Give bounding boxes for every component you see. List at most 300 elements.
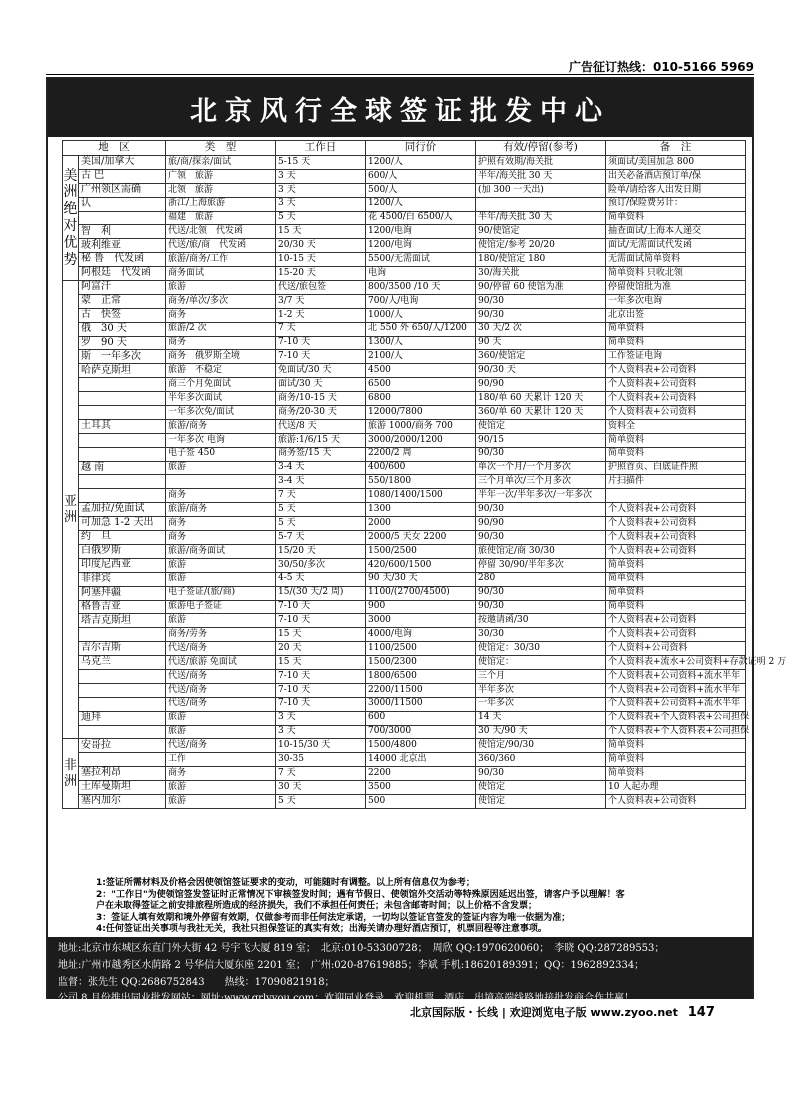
workdays-cell: 免面试/30 天 [276, 364, 366, 378]
remarks-cell: 无需面试简单资料 [606, 253, 746, 267]
remarks-cell: 个人资料表+公司资料 [606, 503, 746, 517]
region-cell [79, 211, 166, 225]
remarks-cell: 护照首页、白底证件照 [606, 461, 746, 475]
workdays-cell: 3 天 [276, 169, 366, 183]
remarks-cell: 片扫描件 [606, 475, 746, 489]
price-cell: 3000/11500 [366, 697, 476, 711]
table-row [63, 711, 746, 725]
workdays-cell: 商务/20-30 天 [276, 406, 366, 420]
remarks-cell: 个人资料表+个人资料表+公司担保 [606, 725, 746, 739]
type-cell: 旅游/商务 [166, 419, 276, 433]
price-cell: 1000/人 [366, 308, 476, 322]
table-row [63, 336, 746, 350]
remarks-cell: 简单资料 [606, 433, 746, 447]
validity-cell: 一年多次 [476, 697, 606, 711]
validity-cell: 使馆定 [476, 781, 606, 795]
table-header-row [63, 141, 746, 156]
remarks-cell [606, 489, 746, 503]
top-rule [46, 74, 754, 75]
remarks-cell: 简单资料 [606, 572, 746, 586]
remarks-cell: 停留使馆批为准 [606, 281, 746, 295]
type-cell: 旅游 [166, 281, 276, 295]
table-row [63, 253, 746, 267]
type-cell: 代送/商务 [166, 642, 276, 656]
table-row [63, 503, 746, 517]
region-cell [79, 406, 166, 420]
remarks-cell: 一年多次电询 [606, 294, 746, 308]
table-row [63, 600, 746, 614]
validity-cell: 30/30 [476, 628, 606, 642]
remarks-cell: 简单资料 [606, 586, 746, 600]
note-line: 户在未取得签证之前安排旅程所造成的经济损失，我们不承担任何责任；未包含邮寄时间；以上价格不含发票； [96, 901, 538, 912]
validity-cell: 单次一个月/一个月多次 [476, 461, 606, 475]
region-cell: 土库曼斯坦 [79, 781, 166, 795]
remarks-cell: 个人资料表+公司资料+流水半年 [606, 683, 746, 697]
table-row [63, 781, 746, 795]
type-cell: 代送/商务 [166, 683, 276, 697]
contact-text: ；欢迎同业登录，欢迎机票，酒店，出境高端线路地接批发商合作共赢！ [314, 993, 635, 1005]
type-cell: 代送/旅游 免面试 [166, 656, 276, 670]
workdays-cell: 商务签/15 天 [276, 447, 366, 461]
price-cell: 1200/人 [366, 156, 476, 170]
type-cell: 旅游 [166, 794, 276, 808]
validity-cell: 90/90 [476, 378, 606, 392]
workdays-cell: 3-4 天 [276, 475, 366, 489]
remarks-cell: 个人资料表+公司资料 [606, 794, 746, 808]
price-cell: 500/人 [366, 183, 476, 197]
remarks-cell: 简单资料 只收北领 [606, 267, 746, 281]
price-cell: 600 [366, 711, 476, 725]
note-line: 1:签证所需材料及价格会因使领馆签证要求的变动，可能随时有调整。以上所有信息仅为参考； [96, 878, 475, 888]
type-cell: 旅游/商务 [166, 503, 276, 517]
region-cell [79, 392, 166, 406]
type-cell: 半年多次面试 [166, 392, 276, 406]
header-remarks: 备 注 [606, 141, 746, 156]
price-cell: 2200/2 周 [366, 447, 476, 461]
validity-cell: 使馆定：30/30 [476, 642, 606, 656]
table-row [63, 433, 746, 447]
table-row [63, 308, 746, 322]
workdays-cell: 10-15 天 [276, 253, 366, 267]
type-cell [166, 475, 276, 489]
type-cell: 代送/商务 [166, 739, 276, 753]
validity-cell: 90/停留 60 使馆为准 [476, 281, 606, 295]
region-cell: 蒙 正常 [79, 294, 166, 308]
price-cell: 2200 [366, 767, 476, 781]
validity-cell: 360/单 60 天累计 120 天 [476, 406, 606, 420]
workdays-cell: 15 天 [276, 628, 366, 642]
table-row [63, 197, 746, 211]
region-cell: 阿富汗 [79, 281, 166, 295]
validity-cell: 半年多次 [476, 683, 606, 697]
region-cell: 俄 30 天 [79, 322, 166, 336]
remarks-cell: 简单资料 [606, 447, 746, 461]
contact-line: 地址:北京市东城区东直门外大街 42 号宇飞大厦 819 室； 北京:010-53300728； 周欣 QQ:1970620060； 李晓 QQ:287289553； [58, 943, 665, 954]
region-cell [79, 489, 166, 503]
price-cell: 4000/电询 [366, 628, 476, 642]
remarks-cell: 须面试/美国加急 800 [606, 156, 746, 170]
type-cell: 旅游 [166, 558, 276, 572]
region-cell: 吉尔吉斯 [79, 642, 166, 656]
workdays-cell: 5 天 [276, 211, 366, 225]
note-line: 2："工作日"为使领馆签发签证时正常情况下审核签发时间；遇有节假日、使领馆外交活动等特殊原因延迟出签，请客户予以理解！客 [96, 889, 625, 900]
region-cell: 智 利 [79, 225, 166, 239]
table-row [63, 586, 746, 600]
price-cell: 1200/电询 [366, 239, 476, 253]
price-cell: 6500 [366, 378, 476, 392]
price-cell: 电询 [366, 267, 476, 281]
region-cell: 越 南 [79, 461, 166, 475]
remarks-cell: 抽查面试/上海本人递交 [606, 225, 746, 239]
table-row [63, 767, 746, 781]
price-cell: 400/600 [366, 461, 476, 475]
region-cell: 阿根廷 代发函 [79, 267, 166, 281]
validity-cell: 14 天 [476, 711, 606, 725]
type-cell: 北领 旅游 [166, 183, 276, 197]
type-cell: 旅游 [166, 711, 276, 725]
remarks-cell: 工作签证电询 [606, 350, 746, 364]
table-row [63, 697, 746, 711]
validity-cell: 使馆定/参考 20/20 [476, 239, 606, 253]
price-cell: 3500 [366, 781, 476, 795]
table-row [63, 725, 746, 739]
workdays-cell: 3 天 [276, 197, 366, 211]
validity-cell: 半年/海关批 30 天 [476, 211, 606, 225]
workdays-cell: 7-10 天 [276, 669, 366, 683]
workdays-cell: 7-10 天 [276, 614, 366, 628]
validity-cell: 90/30 [476, 531, 606, 545]
table-row [63, 794, 746, 808]
table-row [63, 447, 746, 461]
region-cell: 土耳其 [79, 419, 166, 433]
price-cell: 1800/6500 [366, 669, 476, 683]
continent-label: 美洲绝对优势 [63, 156, 79, 281]
table-row [63, 419, 746, 433]
price-cell: 1500/2300 [366, 656, 476, 670]
workdays-cell: 代送/旅包签 [276, 281, 366, 295]
table-row [63, 378, 746, 392]
remarks-cell: 简单资料 [606, 558, 746, 572]
table-body [63, 156, 787, 809]
type-cell: 商务 俄罗斯全境 [166, 350, 276, 364]
price-cell: 550/1800 [366, 475, 476, 489]
workdays-cell: 5-15 天 [276, 156, 366, 170]
type-cell: 商务面试 [166, 267, 276, 281]
table-row [63, 350, 746, 364]
price-cell: 800/3500 /10 天 [366, 281, 476, 295]
page-number: 147 [687, 1005, 715, 1020]
region-cell: 塞拉利昂 [79, 767, 166, 781]
workdays-cell: 15 天 [276, 656, 366, 670]
type-cell: 旅游/商务面试 [166, 544, 276, 558]
remarks-cell: 简单资料 [606, 753, 746, 767]
price-cell: 4500 [366, 364, 476, 378]
validity-cell: 使馆定： [476, 656, 606, 670]
table-row [63, 239, 746, 253]
type-cell: 商三个月免面试 [166, 378, 276, 392]
remarks-cell: 简单资料 [606, 739, 746, 753]
workdays-cell: 代送/8 天 [276, 419, 366, 433]
table-row [63, 406, 746, 420]
header-validity: 有效/停留(参考) [476, 141, 606, 156]
workdays-cell: 7-10 天 [276, 336, 366, 350]
workdays-cell: 3/7 天 [276, 294, 366, 308]
price-cell: 3000 [366, 614, 476, 628]
validity-cell: 90/30 [476, 503, 606, 517]
table-row [63, 544, 746, 558]
workdays-cell: 7 天 [276, 322, 366, 336]
remarks-cell: 个人资料表+公司资料 [606, 406, 746, 420]
region-cell: 广州领区需确 [79, 183, 166, 197]
remarks-cell: 预订/保险费另计： [606, 197, 746, 211]
remarks-cell: 个人资料+公司资料 [606, 642, 746, 656]
workdays-cell: 30-35 [276, 753, 366, 767]
region-cell: 认 [79, 197, 166, 211]
validity-cell: 180/单 60 天累计 120 天 [476, 392, 606, 406]
validity-cell: 90/90 [476, 517, 606, 531]
table-row [63, 614, 746, 628]
region-cell: 美国/加拿大 [79, 156, 166, 170]
validity-cell: 30 天/90 天 [476, 725, 606, 739]
visa-table [62, 140, 787, 809]
type-cell: 旅游 [166, 781, 276, 795]
page-footer: 北京国际版・长线 | 欢迎浏览电子版 www.zyoo.net 147 [410, 1005, 715, 1020]
workdays-cell: 1-2 天 [276, 308, 366, 322]
price-cell: 2200/11500 [366, 683, 476, 697]
type-cell: 旅游/2 次 [166, 322, 276, 336]
region-cell [79, 447, 166, 461]
validity-cell: 半年一次/半年多次/一年多次 [476, 489, 606, 503]
workdays-cell: 10-15/30 天 [276, 739, 366, 753]
validity-cell: 90/30 [476, 767, 606, 781]
type-cell: 旅游 [166, 572, 276, 586]
table-row [63, 225, 746, 239]
table-row [63, 281, 746, 295]
workdays-cell: 3 天 [276, 711, 366, 725]
table-row [63, 656, 746, 670]
workdays-cell: 面试/30 天 [276, 378, 366, 392]
remarks-cell: 简单资料 [606, 336, 746, 350]
type-cell: 电子签 450 [166, 447, 276, 461]
region-cell: 古 巴 [79, 169, 166, 183]
price-cell: 花 4500/白 6500/人 [366, 211, 476, 225]
price-cell: 1080/1400/1500 [366, 489, 476, 503]
table-row [63, 517, 746, 531]
table-row [63, 753, 746, 767]
table-row [63, 558, 746, 572]
workdays-cell: 20 天 [276, 642, 366, 656]
price-cell: 700/3000 [366, 725, 476, 739]
price-cell: 1100/(2700/4500) [366, 586, 476, 600]
price-cell: 2100/人 [366, 350, 476, 364]
workdays-cell: 7-10 天 [276, 350, 366, 364]
table-row [63, 322, 746, 336]
validity-cell: 180/使馆定 180 [476, 253, 606, 267]
validity-cell: 停留 30/90/半年多次 [476, 558, 606, 572]
region-cell [79, 753, 166, 767]
note-line: 4:任何签证出关事项与我社无关，我社只担保签证的真实有效；出海关请办理好酒店预订，机票回程等注意事项。 [96, 924, 547, 935]
workdays-cell: 7 天 [276, 767, 366, 781]
validity-cell: 90/30 [476, 600, 606, 614]
table-row [63, 392, 746, 406]
workdays-cell: 7-10 天 [276, 697, 366, 711]
region-cell: 罗 90 天 [79, 336, 166, 350]
type-cell: 电子签证/(旅/商) [166, 586, 276, 600]
price-cell: 旅游 1000/商务 700 [366, 419, 476, 433]
contact-line: 监督：张先生 QQ:2686752843 热线：17090821918； [58, 976, 335, 988]
remarks-cell: 个人资料表+公司资料 [606, 392, 746, 406]
continent-label: 非洲 [63, 739, 79, 808]
table-row [63, 183, 746, 197]
validity-cell: 30 天/2 次 [476, 322, 606, 336]
validity-cell: 360/使馆定 [476, 350, 606, 364]
banner-title: 北京风行全球签证批发中心 [48, 79, 752, 137]
table-row [63, 169, 746, 183]
header-type: 类 型 [166, 141, 276, 156]
validity-cell: 360/360 [476, 753, 606, 767]
price-cell: 12000/7800 [366, 406, 476, 420]
region-cell [79, 683, 166, 697]
price-cell: 5500/无需面试 [366, 253, 476, 267]
type-cell: 旅游 [166, 725, 276, 739]
region-cell [79, 378, 166, 392]
type-cell: 商务 [166, 767, 276, 781]
remarks-cell: 个人资料表+公司资料 [606, 378, 746, 392]
header-workdays: 工作日 [276, 141, 366, 156]
region-cell: 孟加拉/免面试 [79, 503, 166, 517]
remarks-cell: 简单资料 [606, 322, 746, 336]
price-cell: 500 [366, 794, 476, 808]
type-cell: 旅游电子签证 [166, 600, 276, 614]
remarks-cell: 个人资料表+公司资料 [606, 628, 746, 642]
remarks-cell: 面试/无需面试代发函 [606, 239, 746, 253]
type-cell: 福建 旅游 [166, 211, 276, 225]
workdays-cell: 3 天 [276, 725, 366, 739]
remarks-cell: 险单/请给客人出发日期 [606, 183, 746, 197]
remarks-cell: 资料全 [606, 419, 746, 433]
contact-block [48, 937, 752, 1005]
table-row [63, 364, 746, 378]
type-cell: 工作 [166, 753, 276, 767]
region-cell: 格鲁吉亚 [79, 600, 166, 614]
remarks-cell: 个人资料表+公司资料 [606, 531, 746, 545]
type-cell: 商务 [166, 517, 276, 531]
type-cell: 旅游 [166, 614, 276, 628]
workdays-cell: 4-5 天 [276, 572, 366, 586]
validity-cell: 三个月 [476, 669, 606, 683]
table-row [63, 572, 746, 586]
workdays-cell: 5 天 [276, 503, 366, 517]
ad-hotline: 广告征订热线：010-5166 5969 [568, 60, 754, 74]
price-cell: 90 天/30 天 [366, 572, 476, 586]
table-row [63, 739, 746, 753]
contact-text: 公司 8 月份推出同业批发网站；网址: [58, 993, 225, 1005]
region-cell [79, 475, 166, 489]
validity-cell: 90/15 [476, 433, 606, 447]
region-cell: 迪拜 [79, 711, 166, 725]
region-cell: 阿塞拜疆 [79, 586, 166, 600]
validity-cell: 半年/海关批 30 天 [476, 169, 606, 183]
table-row [63, 489, 746, 503]
type-cell: 商务 [166, 531, 276, 545]
price-cell: 900 [366, 600, 476, 614]
price-cell: 2000/5 天女 2200 [366, 531, 476, 545]
region-cell: 约 旦 [79, 531, 166, 545]
workdays-cell: 5 天 [276, 794, 366, 808]
validity-cell: 使馆定/90/30 [476, 739, 606, 753]
remarks-cell: 个人资料表+公司资料 [606, 364, 746, 378]
workdays-cell: 3 天 [276, 183, 366, 197]
workdays-cell: 旅游:1/6/15 天 [276, 433, 366, 447]
price-cell: 700/人/电询 [366, 294, 476, 308]
type-cell: 商务 [166, 308, 276, 322]
contact-line: 地址:广州市越秀区水荫路 2 号华信大厦东座 2201 室； 广州:020-87619885；李斌 手机:18620189391；QQ：1962892334； [58, 959, 645, 971]
region-cell [79, 433, 166, 447]
price-cell: 2000 [366, 517, 476, 531]
type-cell: 一年多次免/面试 [166, 406, 276, 420]
region-cell: 菲律宾 [79, 572, 166, 586]
table-row [63, 211, 746, 225]
table-row [63, 475, 746, 489]
workdays-cell: 15/20 天 [276, 544, 366, 558]
price-cell: 1100/2500 [366, 642, 476, 656]
remarks-cell: 个人资料表+个人资料表+公司担保 [606, 711, 746, 725]
header-price: 同行价 [366, 141, 476, 156]
workdays-cell: 30 天 [276, 781, 366, 795]
remarks-cell: 北京出签 [606, 308, 746, 322]
region-cell [79, 725, 166, 739]
header-region: 地 区 [63, 141, 166, 156]
price-cell: 1200/人 [366, 197, 476, 211]
remarks-cell: 个人资料表+公司资料+流水半年 [606, 669, 746, 683]
region-cell [79, 628, 166, 642]
workdays-cell: 5 天 [276, 517, 366, 531]
price-cell: 北 550 外 650/人/1200 [366, 322, 476, 336]
remarks-cell: 10 人起办理 [606, 781, 746, 795]
type-cell: 旅/商/探亲/面试 [166, 156, 276, 170]
price-cell: 14000 北京出 [366, 753, 476, 767]
region-cell: 秘 鲁 代发函 [79, 253, 166, 267]
validity-cell: 使馆定 [476, 794, 606, 808]
validity-cell: 按邀请函/30 [476, 614, 606, 628]
price-cell: 420/600/1500 [366, 558, 476, 572]
workdays-cell: 7 天 [276, 489, 366, 503]
validity-cell: 90/30 [476, 586, 606, 600]
validity-cell: 旅使馆定/商 30/30 [476, 544, 606, 558]
website-link[interactable]: www.grlvyou.com [224, 993, 315, 1005]
remarks-cell: 简单资料 [606, 767, 746, 781]
region-cell [79, 697, 166, 711]
price-cell: 1500/2500 [366, 544, 476, 558]
workdays-cell: 商务/10-15 天 [276, 392, 366, 406]
region-cell: 塞内加尔 [79, 794, 166, 808]
price-cell: 1300/人 [366, 336, 476, 350]
notes-block [48, 875, 752, 937]
validity-cell: 三个月单次/三个月多次 [476, 475, 606, 489]
type-cell: 旅游 不稳定 [166, 364, 276, 378]
workdays-cell: 20/30 天 [276, 239, 366, 253]
note-line: 3：签证人填有效期和境外停留有效期，仅做参考而非任何法定承诺，一切均以签证官签发的签证内容为唯一依据为准； [96, 912, 571, 923]
visa-price-sheet [46, 77, 787, 1005]
region-cell: 斯 一年多次 [79, 350, 166, 364]
workdays-cell: 15-20 天 [276, 267, 366, 281]
table-row [63, 294, 746, 308]
validity-cell: 使馆定 [476, 419, 606, 433]
validity-cell: 90/30 [476, 447, 606, 461]
remarks-cell: 个人资料表+公司资料 [606, 614, 746, 628]
validity-cell: 90/30 [476, 294, 606, 308]
region-cell: 哈萨克斯坦 [79, 364, 166, 378]
